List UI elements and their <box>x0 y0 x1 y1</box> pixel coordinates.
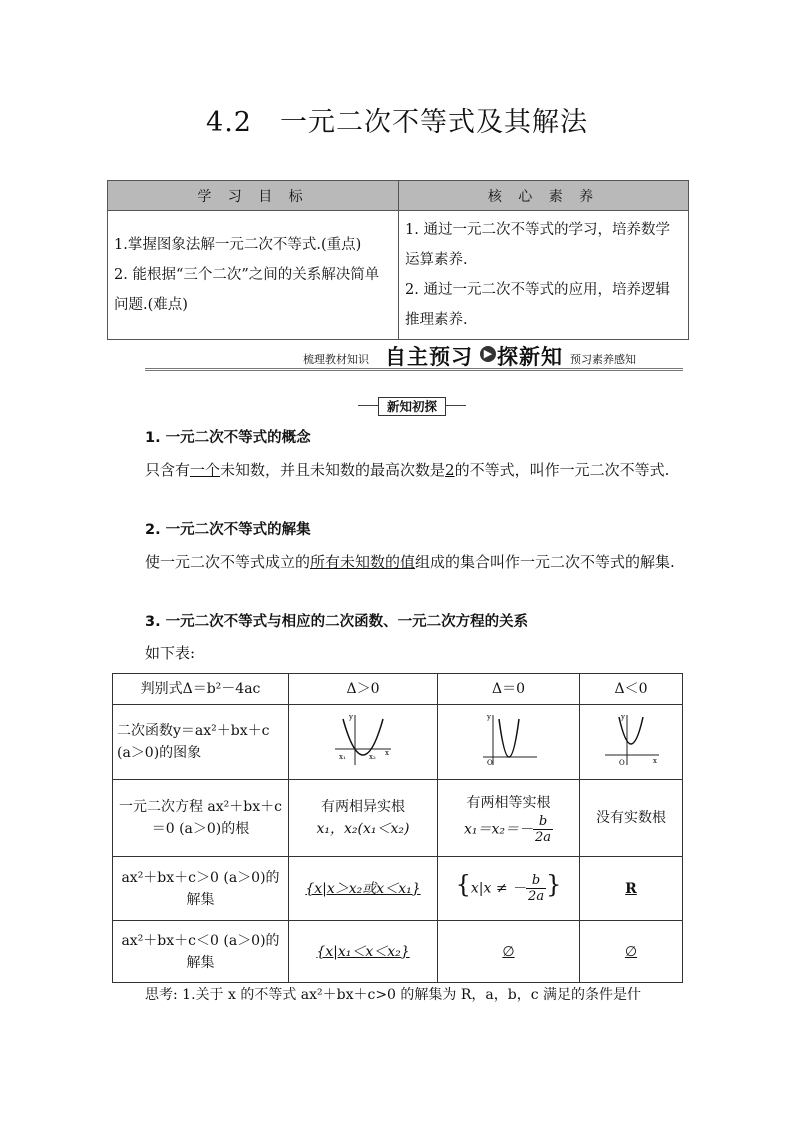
equation-roots-label: 一元二次方程 ax²＋bx＋c＝0 (a＞0)的根 <box>113 780 289 857</box>
greater-solution-label: ax²＋bx＋c＞0 (a＞0)的解集 <box>113 857 289 921</box>
header-delta-pos: Δ＞0 <box>289 674 438 705</box>
discriminant-label: 判别式Δ＝b²－4ac <box>113 674 289 705</box>
graph-one-root <box>438 705 580 780</box>
heading-1: 1. 一元二次不等式的概念 <box>145 430 311 446</box>
goals-header: 学 习 目 标 <box>108 181 399 211</box>
roots-two: 有两相异实根 x₁，x₂(x₁＜x₂) <box>289 780 438 857</box>
paragraph-3: 如下表: <box>145 644 196 662</box>
think-question: 思考: 1.关于 x 的不等式 ax²＋bx＋c>0 的解集为 R，a，b，c 满足的条件是什 <box>145 987 642 1003</box>
svg-text:x: x <box>653 756 657 765</box>
arrow-icon: ▶ <box>480 346 496 362</box>
section-banner: 梳理教材知识 自主预习 ▶ 探新知 预习素养感知 <box>145 344 683 370</box>
page-title: 4.2 一元二次不等式及其解法 <box>206 107 588 138</box>
goals-cell: 1.掌握图象法解一元二次不等式.(重点) 2. 能根据“三个二次”之间的关系解决简单问题.(难点) <box>108 211 399 340</box>
heading-2: 2. 一元二次不等式的解集 <box>145 522 311 538</box>
header-delta-neg: Δ＜0 <box>580 674 683 705</box>
less-solution-none: ∅ <box>580 921 683 983</box>
goals-table <box>107 180 689 340</box>
less-solution-equal: ∅ <box>438 921 580 983</box>
svg-text:O: O <box>486 758 493 767</box>
divider <box>145 368 683 371</box>
paragraph-2: 使一元二次不等式成立的所有未知数的值组成的集合叫作一元二次不等式的解集. <box>145 553 675 571</box>
svg-text:x₁: x₁ <box>339 752 346 761</box>
header-delta-zero: Δ＝0 <box>438 674 580 705</box>
roots-none: 没有实数根 <box>580 780 683 857</box>
greater-solution-none: R <box>580 857 683 921</box>
skills-header: 核 心 素 养 <box>399 181 689 211</box>
relation-table <box>112 673 683 983</box>
less-solution-label: ax²＋bx＋c＜0 (a＞0)的解集 <box>113 921 289 983</box>
svg-text:y: y <box>349 712 353 721</box>
greater-solution-two: {x|x＞x₂或x＜x₁} <box>289 857 438 921</box>
svg-text:y: y <box>621 712 625 721</box>
paragraph-1: 只含有一个未知数，并且未知数的最高次数是2的不等式，叫作一元二次不等式. <box>145 461 670 479</box>
skills-cell: 1. 通过一元二次不等式的学习，培养数学运算素养. 2. 通过一元二次不等式的应用，培养逻辑推理素养. <box>399 211 689 340</box>
svg-text:O: O <box>619 758 625 767</box>
heading-3: 3. 一元二次不等式与相应的二次函数、一元二次方程的关系 <box>145 614 529 630</box>
graph-two-roots <box>289 705 438 780</box>
less-solution-two: {x|x₁＜x＜x₂} <box>289 921 438 983</box>
greater-solution-equal: {x|x ≠ － $\frac{b}{2a}$ } <box>438 857 580 921</box>
svg-text:x₂: x₂ <box>369 752 376 761</box>
function-graph-label: 二次函数y＝ax²＋bx＋c (a＞0)的图象 <box>113 705 289 780</box>
section-tag: 新知初探 <box>358 396 466 416</box>
svg-text:x: x <box>385 748 389 757</box>
roots-equal: 有两相等实根 x₁＝x₂＝－ $\frac{b}{2a}$ <box>438 780 580 857</box>
graph-no-root <box>580 705 683 780</box>
svg-text:y: y <box>486 712 491 721</box>
